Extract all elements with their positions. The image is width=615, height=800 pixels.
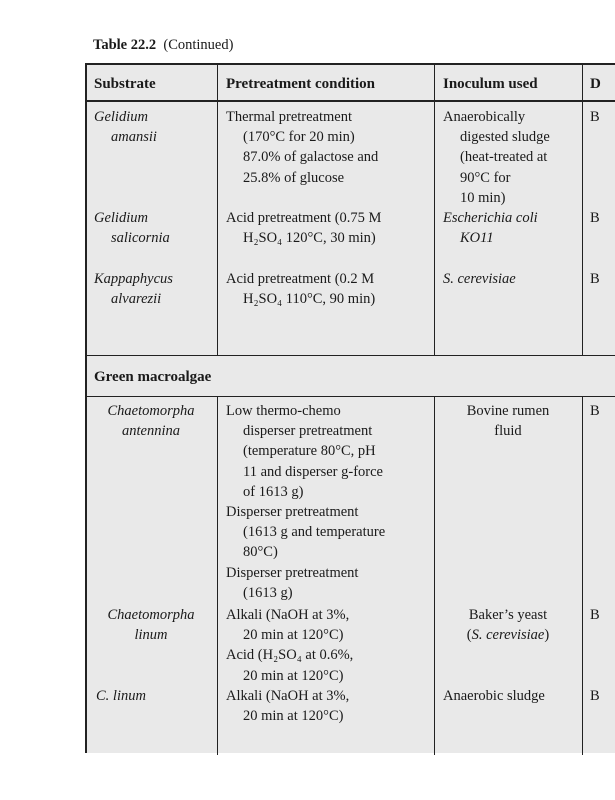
column-divider bbox=[582, 65, 583, 356]
cell-truncated: B bbox=[590, 210, 600, 226]
section-heading-green-macroalgae: Green macroalgae bbox=[94, 369, 212, 385]
cell-substrate: Gelidium amansii bbox=[94, 109, 157, 146]
column-divider bbox=[582, 397, 583, 755]
cell-pretreatment: Acid pretreatment (0.2 M H₂SO₄ 110°C, 90 min) bbox=[226, 271, 376, 308]
header-inoculum: Inoculum used bbox=[443, 76, 538, 92]
cell-truncated: B bbox=[590, 109, 600, 125]
table-number: Table 22.2 bbox=[93, 37, 157, 53]
header-substrate: Substrate bbox=[94, 76, 156, 92]
cell-inoculum: Bovine rumen fluid bbox=[466, 403, 550, 440]
header-truncated: D bbox=[590, 76, 601, 92]
column-divider bbox=[434, 65, 435, 356]
cell-truncated: B bbox=[590, 607, 600, 623]
cell-pretreatment: Low thermo-chemo disperser pretreatment (temperature 80°C, pH 11 and disperser g-force of 1613 g) Disperser pretreatment (1613 g and temperature 80°C) Disperser pretreatment (1613 g) bbox=[226, 403, 386, 601]
cell-substrate: C. linum bbox=[96, 688, 146, 704]
table-continued-note: (Continued) bbox=[163, 37, 234, 53]
section-rule bbox=[87, 355, 615, 356]
cell-truncated: B bbox=[590, 688, 600, 704]
cell-inoculum: Anaerobic sludge bbox=[443, 688, 545, 704]
cell-truncated: B bbox=[590, 403, 600, 419]
cell-inoculum: Baker’s yeast (S. cerevisiae) bbox=[466, 607, 550, 644]
cell-inoculum: S. cerevisiae bbox=[443, 271, 516, 287]
cell-truncated: B bbox=[590, 271, 600, 287]
cell-inoculum: Escherichia coli KO11 bbox=[443, 210, 538, 247]
cell-pretreatment: Acid pretreatment (0.75 M H₂SO₄ 120°C, 30 min) bbox=[226, 210, 382, 247]
cell-inoculum: Anaerobically digested sludge (heat-treated at 90°C for 10 min) bbox=[443, 109, 550, 206]
data-table bbox=[85, 63, 615, 753]
header-rule bbox=[87, 100, 615, 102]
cell-pretreatment: Thermal pretreatment (170°C for 20 min) 87.0% of galactose and 25.8% of glucose bbox=[226, 109, 379, 186]
cell-substrate: Gelidium salicornia bbox=[94, 210, 170, 247]
column-divider bbox=[434, 397, 435, 755]
column-divider bbox=[217, 65, 218, 356]
cell-substrate: Chaetomorpha linum bbox=[107, 607, 195, 644]
cell-substrate: Kappaphycus alvarezii bbox=[94, 271, 173, 308]
header-pretreatment: Pretreatment condition bbox=[226, 76, 375, 92]
cell-pretreatment: Alkali (NaOH at 3%, 20 min at 120°C) bbox=[226, 688, 350, 725]
column-divider bbox=[217, 397, 218, 755]
table-caption bbox=[93, 37, 233, 54]
section-rule bbox=[87, 396, 615, 397]
cell-substrate: Chaetomorpha antennina bbox=[107, 403, 195, 440]
cell-pretreatment: Alkali (NaOH at 3%, 20 min at 120°C) Acid (H₂SO₄ at 0.6%, 20 min at 120°C) bbox=[226, 607, 354, 684]
